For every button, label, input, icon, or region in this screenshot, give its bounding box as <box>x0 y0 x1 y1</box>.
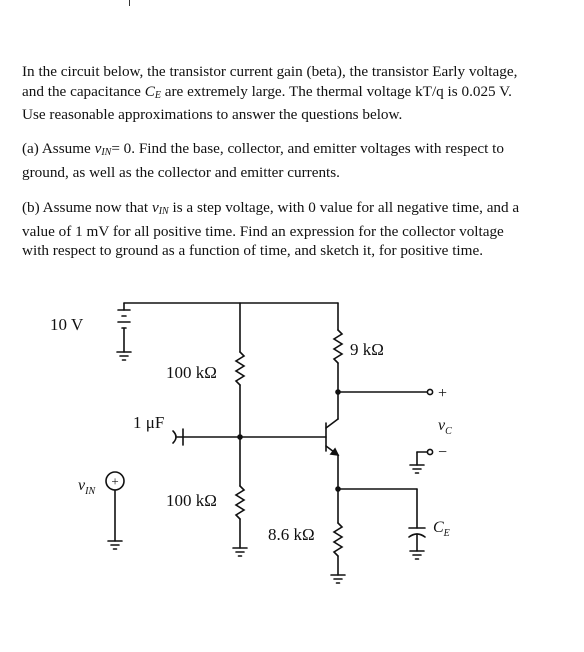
coupling-cap-curve-icon <box>173 431 176 443</box>
output-plus-label: + <box>438 385 448 402</box>
output-plus-terminal-icon <box>427 389 432 394</box>
supply-ground-icon <box>117 352 131 360</box>
base-ground-icon <box>233 548 247 556</box>
vc-label: $v_C$ <box>438 417 452 437</box>
output-minus-label: − <box>438 444 448 461</box>
part-a-paragraph: (a) Assume $v_{IN}= 0$. Find the base, collector, and emitter voltages with respect to ground, as well as the collector and emitter currents. <box>22 140 504 181</box>
vin-plus-sign: + <box>111 473 119 489</box>
part-b-paragraph: (b) Assume now that $v_{IN}$ is a step voltage, with 0 value for all negative time, and a value of 1 mV for all positive time. Find an expression for the collector voltage with respect to ground as a function of time, and sketch it, for positive time. <box>22 199 520 259</box>
coupling-cap-label: 1 μF <box>133 413 165 432</box>
emitter-ground-icon <box>331 575 345 583</box>
vin-label: $v_{IN}$ <box>78 477 96 497</box>
resistor-bottom-base-icon <box>236 486 244 519</box>
r-top-base-label: 100 kΩ <box>166 363 217 382</box>
r-emitter-label: 8.6 kΩ <box>268 525 315 544</box>
npn-transistor-icon <box>326 419 338 455</box>
vin-ground-icon <box>108 541 122 549</box>
r-collector-label: 9 kΩ <box>350 340 384 359</box>
supply-label: 10 V <box>50 315 84 334</box>
intro-paragraph: In the circuit below, the transistor current gain (beta), the transistor Early voltage, and the capacitance $C_E$ are extremely large. The thermal voltage kT/q is 0.025 V. Use reasonable approximations to answer the questions below. <box>22 63 518 123</box>
ce-label: $C_E$ <box>433 519 450 539</box>
ce-ground-icon <box>410 551 424 559</box>
resistor-collector-icon <box>334 330 342 363</box>
resistor-top-base-icon <box>236 352 244 385</box>
resistor-emitter-icon <box>334 523 342 556</box>
supply-battery-icon <box>118 303 130 352</box>
r-bottom-base-label: 100 kΩ <box>166 491 217 510</box>
output-ground-icon <box>410 465 424 473</box>
